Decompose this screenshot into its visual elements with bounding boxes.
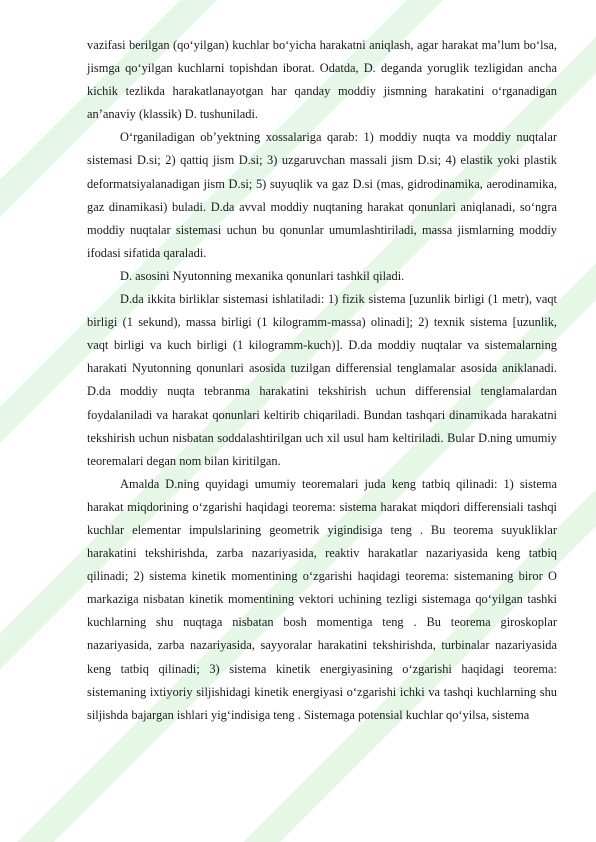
paragraph-2: O‘rganiladigan ob’yektning xossalariga qarab: 1) moddiy nuqta va moddiy nuqtalar sistemasi D.si; 2) qattiq jism D.si; 3) uzgaruvchan massali jism D.si; 4) elastik yoki plastik deformatsiyalanadigan jism D.si; 5) suyuqlik va gaz D.si (mas, gidrodinamika, aerodinamika, gaz dinamikasi) buladi. D.da avval moddiy nuqtaning harakat qonunlari aniqlanadi, so‘ngra moddiy nuqtalar sistemasi uchun bu qonunlar umumlashtiriladi, massa jismlarning moddiy ifodasi sifatida qaraladi. xyxy=(87,130,557,260)
paragraph-1: vazifasi berilgan (qo‘yilgan) kuchlar bo‘yicha harakatni aniqlash, agar harakat ma’lum bo‘lsa, jismga qo‘yilgan kuchlarni topishdan iborat. Odatda, D. deganda yoruglik tezligidan ancha kichik tezlikda harakatlanayotgan har qanday moddiy jismning harakatini o‘rganadigan an’anaviy (klassik) D. tushuniladi. xyxy=(87,38,557,122)
paragraph-3: D. asosini Nyutonning mexanika qonunlari tashkil qiladi. xyxy=(120,268,405,283)
body-text xyxy=(87,34,557,727)
paragraph-4: D.da ikkita birliklar sistemasi ishlatiladi: 1) fizik sistema [uzunlik birligi (1 metr), vaqt birligi (1 sekund), massa birligi (1 kilogramm-massa) olinadi]; 2) texnik sistema [uzunlik, vaqt birligi va kuch birligi (1 kilogramm-kuch)]. D.da moddiy nuqtalar va sistemalarning harakati Nyutonning qonunlari asosida tuzilgan differensial tenglamalar asosida aniklanadi. D.da moddiy nuqta tebranma harakatini tekshirish uchun differensial tenglamalardan foydalaniladi va harakat qonunlari keltirib chiqariladi. Bundan tashqari dinamikada harakatni tekshirish uchun nisbatan soddalashtirilgan uch xil usul ham keltiriladi. Bular D.ning umumiy teoremalari degan nom bilan kiritilgan. xyxy=(87,292,557,468)
paragraph-5: Amalda D.ning quyidagi umumiy teoremalari juda keng tatbiq qilinadi: 1) sistema harakat miqdorining o‘zgarishi haqidagi teorema: sistema harakat miqdori differensiali tashqi kuchlar elementar impulslarining geometrik yigindisiga teng . Bu teorema suyukliklar harakatini tekshirishda, zarba nazariyasida, reaktiv harakatlar nazariyasida keng tatbiq qilinadi; 2) sistema kinetik momentining o‘zgarishi haqidagi teorema: sistemaning biror O markaziga nisbatan kinetik momentining vektori uchining tezligi sistemaga qo‘yilgan tashki kuchlarning shu nuqtaga nisbatan bosh momentiga teng . Bu teorema giroskoplar nazariyasida, zarba nazariyasida, sayyoralar harakatini tekshirishda, turbinalar nazariyasida keng tatbiq qilinadi; 3) sistema kinetik energiyasining o‘zgarishi haqidagi teorema: sistemaning ixtiyoriy siljishidagi kinetik energiyasi o‘zgarishi ichki va tashqi kuchlarning shu siljishda bajargan ishlari yig‘indisiga teng . Sistemaga potensial kuchlar qo‘yilsa, sistema xyxy=(87,476,557,722)
